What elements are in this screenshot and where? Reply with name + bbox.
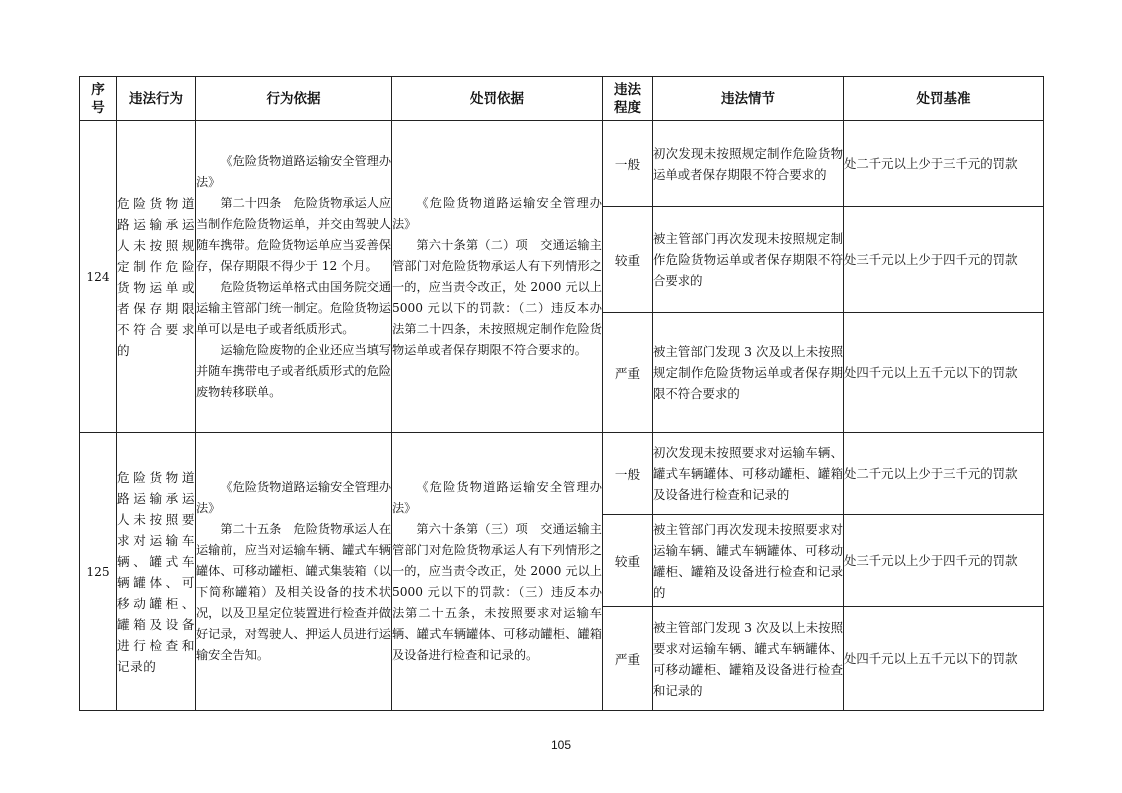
page-number: 105	[550, 738, 572, 752]
circumstance-cell: 被主管部门再次发现未按照规定制作危险货物运单或者保存期限不符合要求的	[653, 207, 844, 313]
standard-cell: 处四千元以上五千元以下的罚款	[844, 313, 1044, 433]
basis-article: 运输危险废物的企业还应当填写并随车携带电子或者纸质形式的危险废物转移联单。	[196, 342, 392, 399]
header-row	[80, 77, 1044, 121]
header-penalty-basis: 处罚依据	[392, 77, 603, 121]
penalty-article: 第六十条第（二）项 交通运输主管部门对危险货物承运人有下列情形之一的，应当责令改正，处 2000 元以上 5000 元以下的罚款：（二）违反本办法第二十四条，未按照规定制作危险货物运单或者保存期限不符合要求的。	[392, 237, 602, 357]
row-basis	[196, 121, 392, 433]
row-seq: 124	[80, 121, 117, 433]
row-penalty-basis	[392, 121, 603, 433]
header-circumstance: 违法情节	[653, 77, 844, 121]
header-standard: 处罚基准	[844, 77, 1044, 121]
penalty-article: 第六十条第（三）项 交通运输主管部门对危险货物承运人有下列情形之一的，应当责令改正，处 2000 元以上 5000 元以下的罚款：（三）违反本办法第二十五条，未按照要求对运输车辆、罐式车辆罐体、可移动罐柜、罐箱及设备进行检查和记录的。	[392, 522, 602, 662]
basis-article: 第二十五条 危险货物承运人在运输前，应当对运输车辆、罐式车辆罐体、可移动罐柜、罐式集装箱（以下简称罐箱）及相关设备的技术状况，以及卫星定位装置进行检查并做好记录，对驾驶人、押运人员进行运输安全告知。	[196, 522, 392, 662]
row-act: 危险货物道路运输承运人未按照要求对运输车辆、罐式车辆罐体、可移动罐柜、罐箱及设备进行检查和记录的	[117, 433, 196, 711]
penalty-law-title: 《危险货物道路运输安全管理办法》	[392, 195, 602, 231]
row-basis	[196, 433, 392, 711]
penalty-table	[79, 76, 1044, 711]
circumstance-cell: 被主管部门发现 3 次及以上未按照规定制作危险货物运单或者保存期限不符合要求的	[653, 313, 844, 433]
degree-cell: 较重	[603, 207, 653, 313]
row-act: 危险货物道路运输承运人未按照规定制作危险货物运单或者保存期限不符合要求的	[117, 121, 196, 433]
basis-law-title: 《危险货物道路运输安全管理办法》	[196, 153, 392, 189]
basis-article: 危险货物运单格式由国务院交通运输主管部门统一制定。危险货物运单可以是电子或者纸质形式。	[196, 279, 392, 336]
basis-law-title: 《危险货物道路运输安全管理办法》	[196, 480, 392, 515]
degree-cell: 较重	[603, 515, 653, 607]
standard-cell: 处二千元以上少于三千元的罚款	[844, 433, 1044, 515]
penalty-law-title: 《危险货物道路运输安全管理办法》	[392, 480, 602, 515]
row-seq: 125	[80, 433, 117, 711]
degree-cell: 一般	[603, 121, 653, 207]
degree-cell: 严重	[603, 313, 653, 433]
standard-cell: 处三千元以上少于四千元的罚款	[844, 207, 1044, 313]
circumstance-cell: 初次发现未按照规定制作危险货物运单或者保存期限不符合要求的	[653, 121, 844, 207]
basis-article: 第二十四条 危险货物承运人应当制作危险货物运单，并交由驾驶人随车携带。危险货物运单应当妥善保存，保存期限不得少于 12 个月。	[196, 195, 392, 273]
table-row	[80, 121, 1044, 207]
standard-cell: 处三千元以上少于四千元的罚款	[844, 515, 1044, 607]
header-act: 违法行为	[117, 77, 196, 121]
header-basis: 行为依据	[196, 77, 392, 121]
degree-cell: 严重	[603, 607, 653, 711]
table-row	[80, 433, 1044, 515]
circumstance-cell: 被主管部门发现 3 次及以上未按照要求对运输车辆、罐式车辆罐体、可移动罐柜、罐箱及设备进行检查和记录的	[653, 607, 844, 711]
standard-cell: 处四千元以上五千元以下的罚款	[844, 607, 1044, 711]
header-seq: 序 号	[80, 77, 117, 121]
header-degree: 违法 程度	[603, 77, 653, 121]
standard-cell: 处二千元以上少于三千元的罚款	[844, 121, 1044, 207]
row-penalty-basis	[392, 433, 603, 711]
degree-cell: 一般	[603, 433, 653, 515]
circumstance-cell: 被主管部门再次发现未按照要求对运输车辆、罐式车辆罐体、可移动罐柜、罐箱及设备进行检查和记录的	[653, 515, 844, 607]
circumstance-cell: 初次发现未按照要求对运输车辆、罐式车辆罐体、可移动罐柜、罐箱及设备进行检查和记录的	[653, 433, 844, 515]
